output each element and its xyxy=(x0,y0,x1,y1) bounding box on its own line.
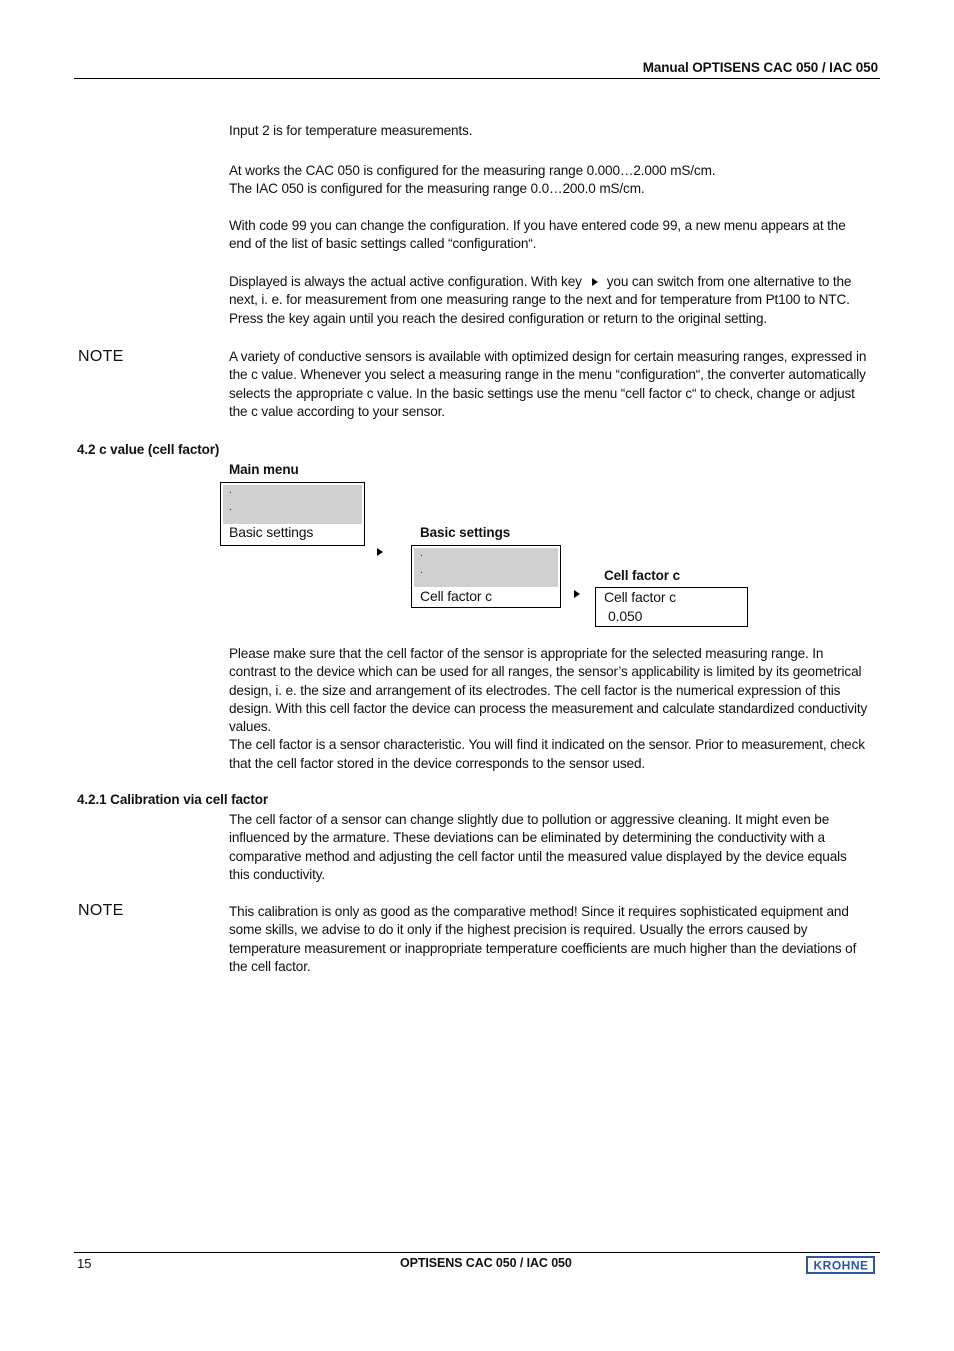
cell-factor-box xyxy=(595,587,748,627)
intro-text-2b: The IAC 050 is configured for the measuring range 0.0…200.0 mS/cm. xyxy=(229,181,645,197)
section-heading-4-2-1: 4.2.1 Calibration via cell factor xyxy=(77,792,269,807)
cell-factor-title: Cell factor c xyxy=(604,568,680,583)
section-4-2-text-2: The cell factor is a sensor characteristic. You will find it indicated on the sensor. Prior to measurement, check that the cell factor stored in the device corresponds to the sensor used. xyxy=(229,737,865,771)
basic-settings-item-cell-factor: Cell factor c xyxy=(420,588,492,604)
footer-title: OPTISENS CAC 050 / IAC 050 xyxy=(400,1256,572,1270)
intro-text-4a: Displayed is always the actual active configuration. With key xyxy=(229,274,582,289)
note-label-2: NOTE xyxy=(78,902,124,919)
basic-settings-box xyxy=(411,545,561,608)
intro-text-1: Input 2 is for temperature measurements. xyxy=(229,123,473,138)
main-menu-dot-2: . xyxy=(229,502,232,513)
flow-arrow-icon-2 xyxy=(574,590,580,598)
main-menu-title: Main menu xyxy=(229,462,299,477)
svg-text:KROHNE: KROHNE xyxy=(812,1259,869,1271)
main-menu-item-basic-settings: Basic settings xyxy=(229,524,314,540)
cell-factor-value: 0.050 xyxy=(608,608,643,624)
note-label-1: NOTE xyxy=(78,348,124,365)
main-menu-highlight xyxy=(223,485,362,524)
section-4-2-body xyxy=(229,645,869,773)
note-body-2: This calibration is only as good as the comparative method! Since it requires sophisticated equipment and some skills, we advise to do it only if the highest precision is required. Usually the errors caused by temperature measurement or inappropriate temperature coefficients are much higher than the deviations of the cell factor. xyxy=(229,904,857,974)
section-4-2-text-1: Please make sure that the cell factor of the sensor is appropriate for the selected measuring range. In contrast to the device which can be used for all ranges, the sensor’s applicability is limited by its geometrical design, i. e. the size and arrangement of its electrodes. The cell factor is the numerical expression of this design. With this cell factor the device can process the measurement and calculate standardized conductivity values. xyxy=(229,646,868,735)
krohne-logo-wordmark xyxy=(810,1259,872,1271)
header-title: Manual OPTISENS CAC 050 / IAC 050 xyxy=(642,60,878,75)
intro-paragraph-2 xyxy=(229,162,869,199)
right-arrow-key-icon xyxy=(592,278,598,286)
basic-settings-highlight xyxy=(414,548,558,587)
main-menu-dot-1: . xyxy=(229,485,232,496)
note-text-2 xyxy=(229,903,869,976)
cell-factor-label: Cell factor c xyxy=(604,589,676,605)
intro-paragraph-3 xyxy=(229,217,869,254)
section-heading-4-2: 4.2 c value (cell factor) xyxy=(77,442,220,457)
basic-settings-dot-2: . xyxy=(420,565,423,576)
flow-arrow-icon-1 xyxy=(377,548,383,556)
intro-text-2a: At works the CAC 050 is configured for the measuring range 0.000…2.000 mS/cm. xyxy=(229,163,716,178)
footer-rule xyxy=(74,1252,880,1253)
header-rule xyxy=(74,78,880,79)
section-4-2-1-body xyxy=(229,811,869,884)
basic-settings-dot-1: . xyxy=(420,548,423,559)
intro-paragraph-1 xyxy=(229,122,869,140)
intro-text-4b: you can switch from one alternative to the next, i. e. for measurement from one measuring range to the next and for temperature from Pt100 to NTC. Press the key again until you reach the desired configuration or return to the original setting. xyxy=(229,274,852,326)
page-number: 15 xyxy=(77,1256,92,1271)
intro-paragraph-4 xyxy=(229,273,869,328)
main-menu-box xyxy=(220,482,365,546)
intro-text-3: With code 99 you can change the configuration. If you have entered code 99, a new menu appears at the end of the list of basic settings called “configuration“. xyxy=(229,218,846,252)
note-body-1: A variety of conductive sensors is available with optimized design for certain measuring ranges, expressed in the c value. Whenever you select a measuring range in the menu “configuration“, the converter automatically selects the appropriate c value. In the basic settings use the menu “cell factor c“ to check, change or adjust the c value according to your sensor. xyxy=(229,349,867,419)
note-text-1 xyxy=(229,348,869,421)
krohne-logo xyxy=(806,1256,875,1274)
intro-text-4 xyxy=(229,273,869,328)
section-4-2-1-text: The cell factor of a sensor can change slightly due to pollution or aggressive cleaning. It might even be influenced by the armature. These deviations can be eliminated by determining the conductivity with a comparative method and adjusting the cell factor until the measured value displayed by the device equals this conductivity. xyxy=(229,812,847,882)
basic-settings-title: Basic settings xyxy=(420,525,511,540)
